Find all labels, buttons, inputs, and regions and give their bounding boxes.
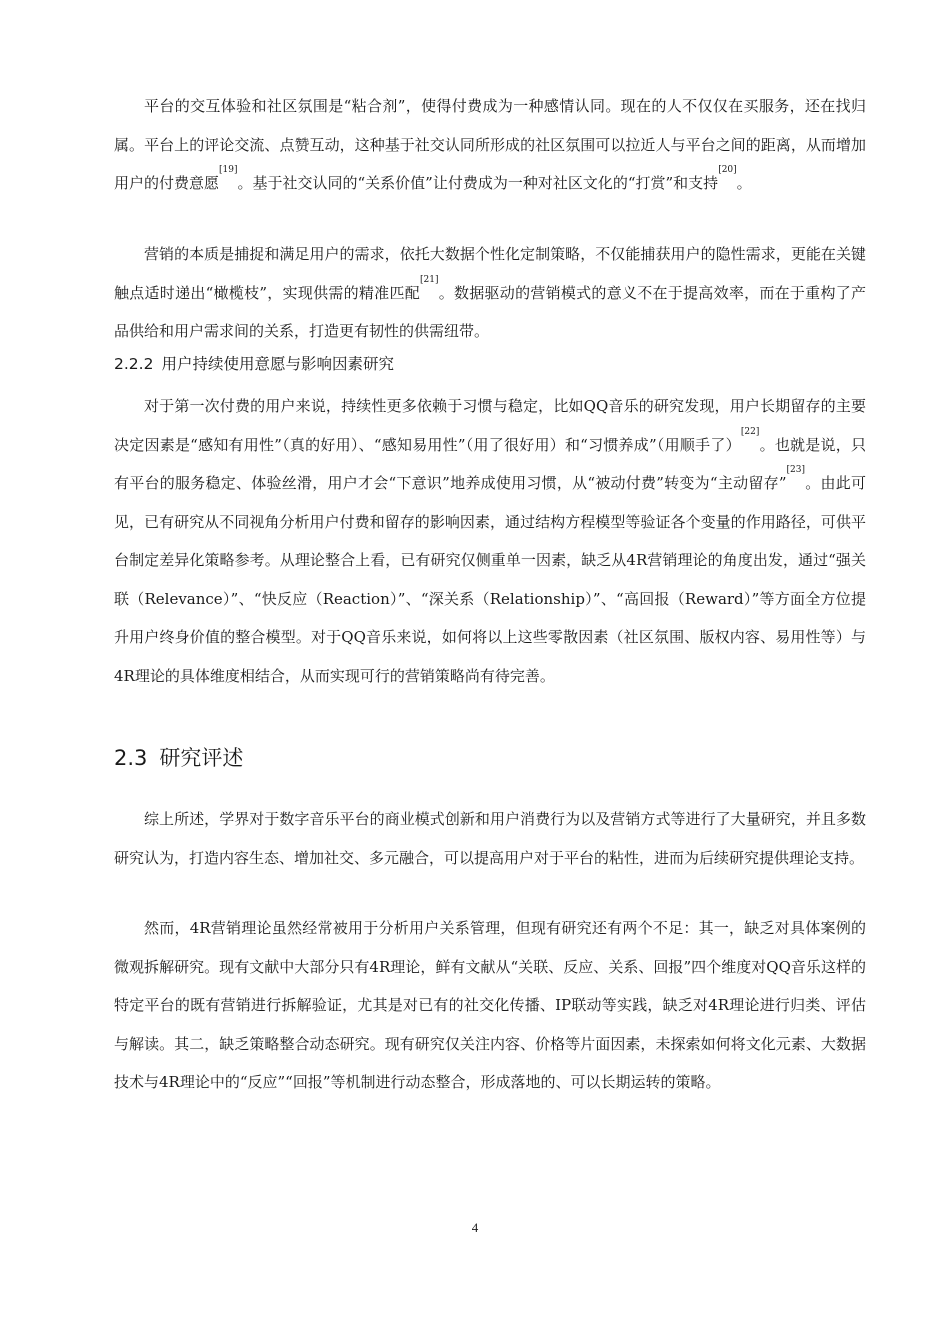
- section-number: 2.2.2: [114, 355, 154, 373]
- paragraph-community-atmosphere: [114, 87, 866, 203]
- paragraph-text: 。基于社交认同的“关系价值”让付费成为一种对社区文化的“打赏”和支持: [237, 174, 719, 192]
- section-title: 用户持续使用意愿与影响因素研究: [161, 355, 394, 373]
- paragraph-text: 。由此可见，已有研究从不同视角分析用户付费和留存的影响因素，通过结构方程模型等验证各个变量的作用路径，可供平台制定差异化策略参考。从理论整合上看，已有研究仅侧重单一因素，缺乏从4R营销理论的角度出发，通过“强关联（Relevance）”、“快反应（Reaction）”、“深关系（Relationship）”、“高回报（Reward）”等方面全方位提升用户终身价值的整合模型。对于QQ音乐来说，如何将以上这些零散因素（社区氛围、版权内容、易用性等）与4R理论的具体维度相结合，从而实现可行的营销策略尚有待完善。: [114, 474, 866, 685]
- paragraph-text: 。数据驱动的营销模式的意义不在于提高效率，而在于重构了产品供给和用户需求间的关系，打造更有韧性的供需纽带。: [114, 283, 866, 340]
- paragraph-continued-usage: [114, 387, 866, 695]
- paragraph-review-summary: 综上所述，学界对于数字音乐平台的商业模式创新和用户消费行为以及营销方式等进行了大量研究，并且多数研究认为，打造内容生态、增加社交、多元融合，可以提高用户对于平台的粘性，进而为后续研究提供理论支持。: [114, 810, 866, 867]
- citation-ref: [22]: [740, 426, 760, 437]
- section-heading-2-3: [114, 742, 243, 772]
- citation-ref: [21]: [419, 274, 439, 285]
- section-title: 研究评述: [159, 746, 244, 770]
- paragraph-text: 平台的交互体验和社区氛围是“粘合剂”，使得付费成为一种感情认同。现在的人不仅仅在买服务，还在找归属。平台上的评论交流、点赞互动，这种基于社交认同所形成的社区氛围可以拉近人与平台之间的距离，从而增加用户的付费意愿: [114, 97, 866, 192]
- citation-ref: [19]: [219, 165, 238, 175]
- citation-ref: [20]: [718, 165, 737, 175]
- page-number: 4: [471, 1220, 479, 1235]
- paragraph-marketing-essence: [114, 235, 866, 351]
- paragraph-text: 对于第一次付费的用户来说，持续性更多依赖于习惯与稳定，比如QQ音乐的研究发现，用户长期留存的主要决定因素是“感知有用性”（真的好用）、“感知易用性”（用了很好用）和“习惯养成”（用顺手了）: [114, 397, 866, 454]
- paragraph-text: 。: [736, 174, 752, 192]
- section-number: 2.3: [114, 746, 148, 770]
- paragraph-research-gaps: 然而，4R营销理论虽然经常被用于分析用户关系管理，但现有研究还有两个不足：其一，缺乏对具体案例的微观拆解研究。现有文献中大部分只有4R理论，鲜有文献从“关联、反应、关系、回报”四个维度对QQ音乐这样的特定平台的既有营销进行拆解验证，尤其是对已有的社交化传播、IP联动等实践，缺乏对4R理论进行归类、评估与解读。其二，缺乏策略整合动态研究。现有研究仅关注内容、价格等片面因素，未探索如何将文化元素、大数据技术与4R理论中的“反应”“回报”等机制进行动态整合，形成落地的、可以长期运转的策略。: [114, 919, 866, 1091]
- paragraph-text: 。也就是说，只有平台的服务稳定、体验丝滑，用户才会“下意识”地养成使用习惯，从“被动付费”转变为“主动留存”: [114, 435, 866, 492]
- citation-ref: [23]: [786, 465, 805, 475]
- section-heading-2-2-2: [114, 352, 394, 374]
- paragraph-text: 营销的本质是捕捉和满足用户的需求，依托大数据个性化定制策略，不仅能捕获用户的隐性需求，更能在关键触点适时递出“橄榄枝”，实现供需的精准匹配: [114, 245, 866, 302]
